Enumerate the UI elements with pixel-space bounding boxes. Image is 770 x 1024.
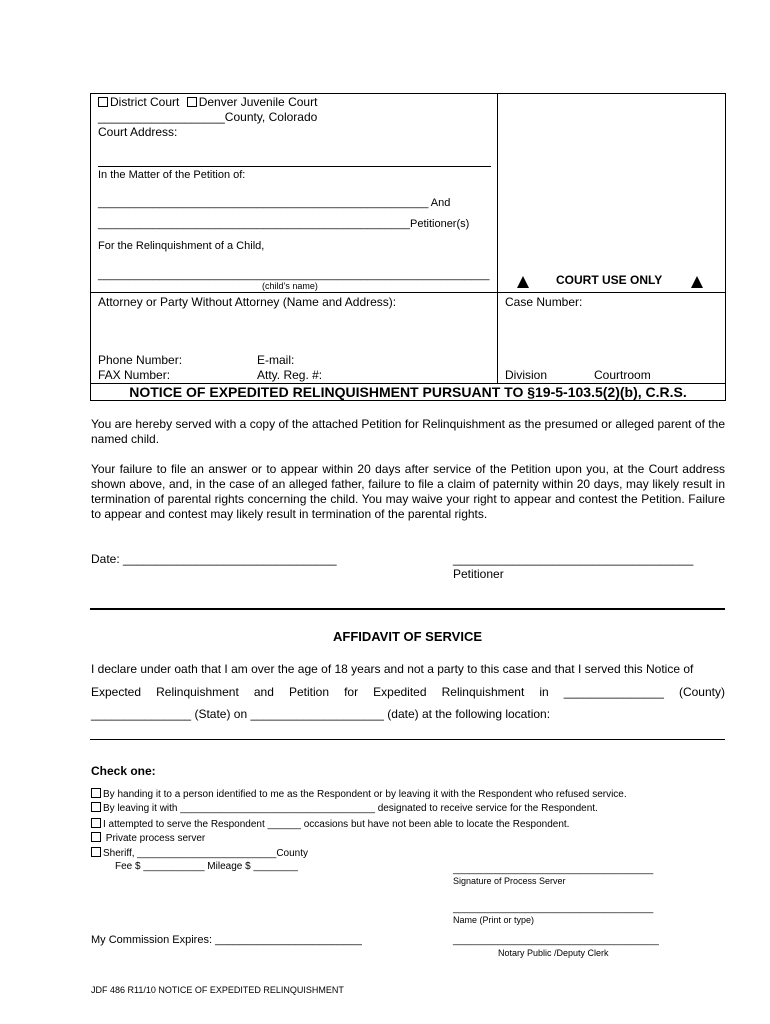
court-address-rule: [98, 166, 491, 167]
service-option-checkbox[interactable]: [91, 832, 101, 842]
date-line: Date: ________________________________: [91, 552, 337, 566]
attorney-label: Attorney or Party Without Attorney (Name and Address):: [98, 295, 397, 309]
courtroom-label: Courtroom: [594, 368, 651, 382]
printed-name-line: ____________________________________: [453, 903, 654, 914]
email-label: E-mail:: [257, 353, 295, 367]
service-option-2: By leaving it with ___________________________________ designated to receive service for the Respondent.: [91, 802, 598, 814]
petitioner-signature-line: ____________________________________: [453, 552, 694, 566]
notary-label: Notary Public /Deputy Clerk: [498, 948, 609, 958]
affidavit-line-3: _______________ (State) on ____________________ (date) at the following location:: [91, 707, 551, 721]
phone-number-label: Phone Number:: [98, 353, 183, 367]
notice-title: NOTICE OF EXPEDITED RELINQUISHMENT PURSUANT TO §19-5-103.5(2)(b), C.R.S.: [129, 384, 687, 400]
affidavit-title: AFFIDAVIT OF SERVICE: [332, 629, 483, 644]
service-option-5: Sheriff, _________________________County: [91, 847, 308, 859]
notice-paragraph-2: Your failure to file an answer or to appear within 20 days after service of the Petition upon you, at the Court address shown above, and, in the case of an alleged father, failure to file a claim of paternity within 20 days, may likely result in termination of parental rights concerning the child. You may waive your right to appear and contest the Petition. Failure to appear and contest may likely result in termination of the parental rights.: [91, 462, 725, 521]
court-address-label: Court Address:: [98, 125, 178, 139]
commission-expires-line: My Commission Expires: ________________________: [91, 934, 362, 946]
division-label: Division: [505, 368, 548, 382]
location-rule: [90, 739, 725, 740]
service-option-checkbox[interactable]: [91, 847, 101, 857]
service-option-checkbox[interactable]: [91, 802, 101, 812]
affidavit-line-2: Expected Relinquishment and Petition for Expedited Relinquishment in _______________ (County): [91, 685, 725, 699]
notice-paragraph-1: You are hereby served with a copy of the attached Petition for Relinquishment as the presumed or alleged parent of the named child.: [91, 417, 725, 446]
child-name-line: ________________________________________________________________: [98, 269, 490, 281]
case-number-label: Case Number:: [505, 295, 583, 309]
up-triangle-icon: [691, 276, 703, 288]
check-one-label: Check one:: [91, 764, 156, 778]
court-selection: [98, 95, 317, 109]
printed-name-label: Name (Print or type): [453, 915, 535, 925]
child-name-caption: (child’s name): [262, 281, 318, 291]
denver-juvenile-court-checkbox[interactable]: [187, 97, 197, 107]
county-line: ___________________County, Colorado: [98, 110, 318, 124]
caption-vertical-divider: [497, 93, 498, 383]
section-divider: [90, 608, 725, 610]
service-option-checkbox[interactable]: [91, 788, 101, 798]
matter-label: In the Matter of the Petition of:: [98, 169, 246, 181]
affidavit-line-1: I declare under oath that I am over the age of 18 years and not a party to this case and that I served this Notice of: [91, 662, 694, 676]
petitioner-label: Petitioner: [453, 567, 504, 581]
petitioners-line: ___________________________________________________Petitioner(s): [98, 218, 470, 230]
district-court-label: District Court: [110, 95, 180, 109]
service-option-checkbox[interactable]: [91, 818, 101, 828]
service-option-3: I attempted to serve the Respondent ______ occasions but have not been able to locate the Respondent.: [91, 818, 569, 830]
server-signature-line: ____________________________________: [453, 864, 654, 875]
up-triangle-icon: [517, 276, 529, 288]
court-use-only-label: COURT USE ONLY: [556, 273, 663, 287]
fax-number-label: FAX Number:: [98, 368, 171, 382]
notary-signature-line: _____________________________________: [453, 935, 659, 946]
form-footer: JDF 486 R11/10 NOTICE OF EXPEDITED RELINQUISHMENT: [91, 985, 344, 995]
service-option-1: By handing it to a person identified to me as the Respondent or by leaving it with the Respondent who refused service.: [91, 788, 627, 800]
server-signature-label: Signature of Process Server: [453, 876, 566, 886]
denver-juvenile-court-label: Denver Juvenile Court: [198, 95, 318, 109]
and-line: ______________________________________________________ And: [98, 197, 451, 209]
caption-row-divider: [90, 292, 725, 293]
atty-reg-label: Atty. Reg. #:: [257, 368, 323, 382]
service-option-4: Private process server: [91, 832, 205, 844]
district-court-checkbox[interactable]: [98, 97, 108, 107]
fee-line: Fee $ ___________ Mileage $ ________: [115, 861, 298, 872]
relinquishment-label: For the Relinquishment of a Child,: [98, 240, 265, 252]
